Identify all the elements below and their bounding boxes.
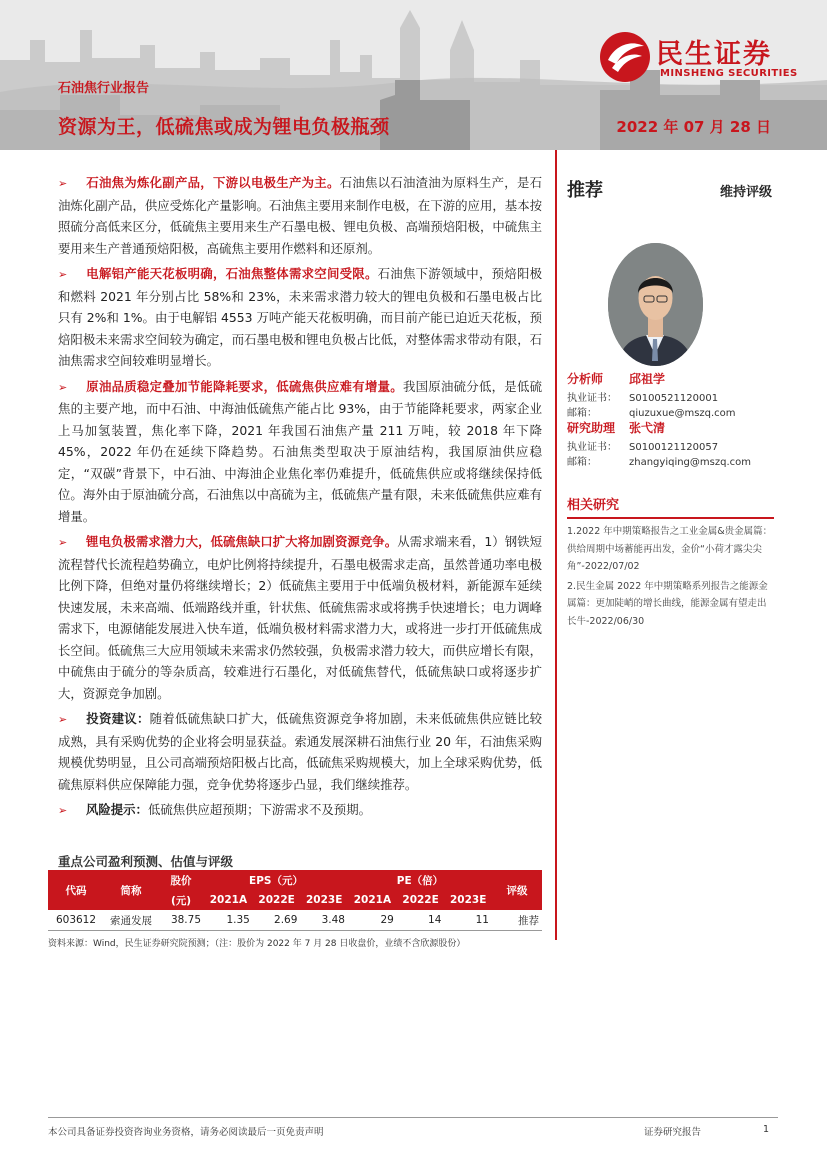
paragraph-text: 石油焦以石油渣油为原料生产，是石油炼化副产品，供应受炼化产量影响。石油焦主要用来制作电极，在下游的应用，基本按照硫分高低来区分，低硫焦主要用来生产石墨电极、锂电负极、高端预焙阳极，中硫焦主要用来生产普通预焙阳极，高硫焦主要用作燃料和还原剂。 <box>58 175 542 256</box>
related-research-title: 相关研究 <box>567 494 774 519</box>
paragraph-lead: 电解铝产能天花板明确，石油焦整体需求空间受限。 <box>86 266 378 281</box>
table-header-row <box>48 870 542 890</box>
arrow-bullet-icon: ➢ <box>58 380 68 394</box>
col-pe: PE（倍） <box>348 870 492 890</box>
summary-paragraph <box>58 799 542 822</box>
assistant-cert: S0100121120057 <box>629 442 719 453</box>
analyst-info <box>567 372 772 470</box>
table-source-note: 资料来源：Wind，民生证券研究院预测；（注：股价为 2022 年 7 月 28 日收盘价，业绩不含欣源股份） <box>48 939 466 949</box>
analyst-name: 邱祖学 <box>629 372 666 386</box>
summary-paragraph <box>58 376 542 528</box>
footer-disclaimer: 本公司具备证券投资咨询业务资格，请务必阅读最后一页免责声明 <box>48 1127 324 1138</box>
analyst-label: 分析师 <box>567 372 604 386</box>
summary-paragraph <box>58 263 542 372</box>
col-pe-year: 2021A <box>348 890 397 910</box>
col-rating: 评级 <box>492 870 542 910</box>
col-code: 代码 <box>48 870 104 910</box>
arrow-bullet-icon: ➢ <box>58 177 68 190</box>
paragraph-lead: 风险提示： <box>86 802 148 817</box>
arrow-bullet-icon: ➢ <box>58 804 68 817</box>
rating-row <box>567 172 772 202</box>
forecast-table <box>48 870 542 931</box>
footer-doc-type: 证券研究报告 <box>644 1127 702 1138</box>
col-name: 简称 <box>104 870 158 910</box>
assistant-name: 张弋清 <box>629 421 666 435</box>
col-price-unit: (元) <box>158 890 204 910</box>
report-header-banner <box>0 0 827 150</box>
logo-english-text: MINSHENG SECURITIES <box>660 68 798 79</box>
table-row <box>48 910 542 931</box>
assistant-email[interactable]: zhangyiqing@mszq.com <box>629 457 751 468</box>
related-research <box>567 494 774 632</box>
col-eps: EPS（元） <box>204 870 348 890</box>
col-eps-year: 2023E <box>300 890 348 910</box>
cell-rating: 推荐 <box>492 910 542 931</box>
arrow-bullet-icon: ➢ <box>58 536 68 549</box>
col-pe-year: 2022E <box>397 890 445 910</box>
report-date: 2022 年 07 月 28 日 <box>616 118 771 136</box>
analyst-email-row <box>567 406 772 421</box>
cell-name: 索通发展 <box>104 910 158 931</box>
assistant-row <box>567 421 772 440</box>
cell-code: 603612 <box>48 910 104 931</box>
assistant-email-label: 邮箱： <box>567 457 597 468</box>
rating-box <box>567 172 772 202</box>
analyst-email[interactable]: qiuzuxue@mszq.com <box>629 408 736 419</box>
page-number: 1 <box>763 1124 770 1135</box>
analyst-cert-row <box>567 391 772 406</box>
assistant-label: 研究助理 <box>567 421 616 435</box>
paragraph-text: 我国原油硫分低，是低硫焦的主要产地，而中石油、中海油低硫焦产能占比 93%，由于节能降耗要求，两家企业上马加氢装置，焦化率下降，2021 年我国石油焦产量 211 万吨，较 2018 年下降 45%，2022 年仍在延续下降趋势。石油焦类型取决于原油结构，我国原油供应稳定，“双碳”背景下，中石油、中海油企业焦化率仍难提升，低硫焦供应或将继续保持低位。海外由于原油硫分高，石油焦以中高硫为主，低硫焦产量有限，未来低硫焦供应难有增量。 <box>58 378 543 524</box>
col-pe-year: 2023E <box>444 890 492 910</box>
summary-paragraph <box>58 531 542 704</box>
related-research-item[interactable]: 2.民生金属 2022 年中期策略系列报告之能源金属篇：更加陡峭的增长曲线，能源金属有望走出长牛-2022/06/30 <box>567 580 768 627</box>
rating-value: 推荐 <box>567 180 603 201</box>
assistant-cert-row <box>567 440 772 455</box>
assistant-email-row <box>567 455 772 470</box>
col-eps-year: 2021A <box>204 890 253 910</box>
assistant-cert-label: 执业证书： <box>567 442 617 453</box>
cell-eps: 2.69 <box>253 910 301 931</box>
analyst-cert: S0100521120001 <box>629 393 719 404</box>
paragraph-text: 从需求端来看，1）钢铁短流程替代长流程趋势确立，电炉比例将持续提升，石墨电极需求走高，虽然普通功率电极比例下降，但绝对量仍将继续增长；2）低硫焦主要用于中低端负极材料，新能源车延续快速发展，未来高端、低端路线并重，针状焦、低硫焦需求或将携手快速增长；电力调峰需求下，电源储能发展进入快车道，低端负极材料需求潜力大，或将进一步打开低硫焦成长空间。低硫焦三大应用领域未来需求仍然较强，负极需求潜力较大，而供应增长有限，中硫焦由于硫分的等杂质高，较难进行石墨化，对低硫焦替代，低硫焦缺口或将逐步扩大，资源竞争加剧。 <box>58 534 543 701</box>
paragraph-text: 低硫焦供应超预期；下游需求不及预期。 <box>147 802 371 817</box>
summary-paragraph <box>58 172 542 259</box>
company-logo <box>598 30 808 86</box>
paragraph-lead: 投资建议： <box>86 711 150 726</box>
cell-price: 38.75 <box>158 910 204 931</box>
paragraph-lead: 原油品质稳定叠加节能降耗要求，低硫焦供应难有增量。 <box>86 378 403 394</box>
cell-pe: 11 <box>444 910 492 931</box>
summary-paragraph <box>58 708 542 795</box>
analyst-email-label: 邮箱： <box>567 408 597 419</box>
summary-body <box>58 172 542 826</box>
related-research-item[interactable]: 1.2022 年中期策略报告之工业金属&贵金属篇：供给周期中场蓄能再出发，金价“小荷才露尖尖角”-2022/07/02 <box>567 526 773 572</box>
paragraph-lead: 锂电负极需求潜力大，低硫焦缺口扩大将加剧资源竞争。 <box>86 534 398 549</box>
paragraph-text: 随着低硫焦缺口扩大，低硫焦资源竞争将加剧，未来低硫焦供应链比较成熟，具有采购优势的企业将会明显获益。索通发展深耕石油焦行业 20 年，石油焦采购规模优势明显，且公司高端预焙阳极占比高，低硫焦采购规模大，加上全球采购优势，低硫焦原料供应保障能力强，竞争优势将逐步凸显，我们继续推荐。 <box>58 711 542 792</box>
col-eps-year: 2022E <box>253 890 301 910</box>
rating-action: 维持评级 <box>719 185 772 200</box>
arrow-bullet-icon: ➢ <box>58 268 68 281</box>
footer-divider <box>48 1117 778 1118</box>
analyst-row <box>567 372 772 391</box>
analyst-portrait-image <box>608 243 703 366</box>
analyst-cert-label: 执业证书： <box>567 393 617 404</box>
cell-eps: 3.48 <box>300 910 348 931</box>
forecast-table-title: 重点公司盈利预测、估值与评级 <box>58 854 234 869</box>
sector-label: 石油焦行业报告 <box>58 81 150 96</box>
cell-pe: 29 <box>348 910 397 931</box>
column-divider <box>555 150 557 940</box>
paragraph-lead: 石油焦为炼化副产品，下游以电极生产为主。 <box>86 175 340 190</box>
report-title: 资源为王，低硫焦或成为锂电负极瓶颈 <box>58 116 390 138</box>
arrow-bullet-icon: ➢ <box>58 713 68 726</box>
logo-mark-icon <box>598 30 652 84</box>
col-price: 股价 <box>158 870 204 890</box>
cell-pe: 14 <box>397 910 445 931</box>
analyst-photo <box>608 243 703 366</box>
cell-eps: 1.35 <box>204 910 253 931</box>
logo-chinese-text: 民生证券 <box>656 39 772 70</box>
paragraph-text: 石油焦下游领域中，预焙阳极和燃料 2021 年分别占比 58%和 23%，未来需求潜力较大的锂电负极和石墨电极占比只有 2%和 1%。由于电解铝 4553 万吨产能天花板明确，而目前产能已迫近天花板，预焙阳极未来需求空间较为确定，而石墨电极和锂电负极占比低，对整体需求带动有限，石油焦需求空间较难明显增长。 <box>58 266 543 368</box>
